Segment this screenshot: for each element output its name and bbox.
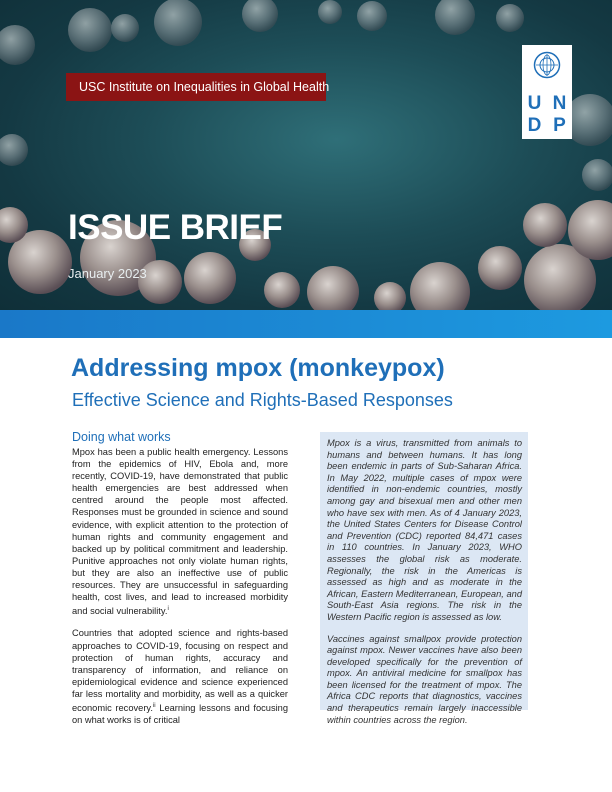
sidebar-paragraph-2: Vaccines against smallpox provide protection against mpox. Newer vaccines have also been developed specifically for the prevention of mpox. An antiviral medicine for smallpox has been licensed for the treatment of mpox. The Africa CDC reports that diagnostics, vaccines and therapeutics remain largely inaccessible within countries across the region. [327, 633, 522, 725]
logo-letter-u: U [527, 93, 542, 114]
logo-letter-p: P [553, 115, 566, 136]
section-heading: Doing what works [72, 430, 171, 444]
paragraph-1-text: Mpox has been a public health emergency. Lessons from the epidemics of HIV, Ebola and, more recently, COVID-19, have demonstrated that public health emergencies are best addressed when centred around the people most affected. Responses must be grounded in science and sound evidence, with explicit attention to the protection of human rights and community engagement and backed up by political commitment and leadership. Punitive approaches not only violate human rights, but they are also an ineffective use of public resources. They are unsuccessful in safeguarding health, cost lives, and lead to increased morbidity and social vulnerability. [72, 447, 288, 617]
issue-brief-label: ISSUE BRIEF [68, 208, 283, 247]
document-title: Addressing mpox (monkeypox) [71, 354, 445, 382]
mpox-facts-sidebar [320, 432, 528, 725]
undp-logo [522, 45, 572, 139]
paragraph-2-text: Countries that adopted science and rights-based approaches to COVID-19, focusing on respect and protection of human rights, accuracy and transparency of information, and reliance on epidemiological evidence and science experienced far less mortality and morbidity, as well as a quicker economic recovery. [72, 628, 288, 714]
issue-date: January 2023 [68, 266, 147, 281]
endnote-ref-2[interactable]: ii [152, 702, 156, 709]
sidebar-paragraph-1: Mpox is a virus, transmitted from animals to humans and between humans. It has long been endemic in parts of Sub-Saharan Africa. In May 2022, multiple cases of mpox were identified in non-endemic countries, mostly among gay and bisexual men and other men who have sex with men. As of 4 January 2023, the United States Centers for Disease Control and Prevention (CDC) reported 84,471 cases in 110 countries. In January 2023, WHO assesses the global risk as moderate. Regionally, the risk in the Americas is assessed as high and as moderate in the African, Eastern Mediterranean, European, and South-East Asia regions. The risk in the Western Pacific region is assessed as low. [327, 438, 522, 622]
logo-letter-n: N [552, 93, 567, 114]
logo-letter-d: D [527, 115, 542, 136]
paragraph-2-tail: Learning lessons and focusing on what works is of critical [72, 703, 288, 726]
body-paragraph-1 [72, 446, 288, 617]
blue-divider-band [0, 310, 612, 338]
document-subtitle: Effective Science and Rights-Based Responses [72, 390, 453, 410]
institute-label: USC Institute on Inequalities in Global Health [66, 73, 326, 101]
endnote-ref-1[interactable]: i [167, 606, 169, 613]
body-paragraph-2 [72, 627, 288, 726]
main-column [72, 430, 288, 736]
un-emblem-icon [533, 51, 561, 79]
virus-background-image [0, 0, 612, 310]
hero-banner [0, 0, 612, 310]
